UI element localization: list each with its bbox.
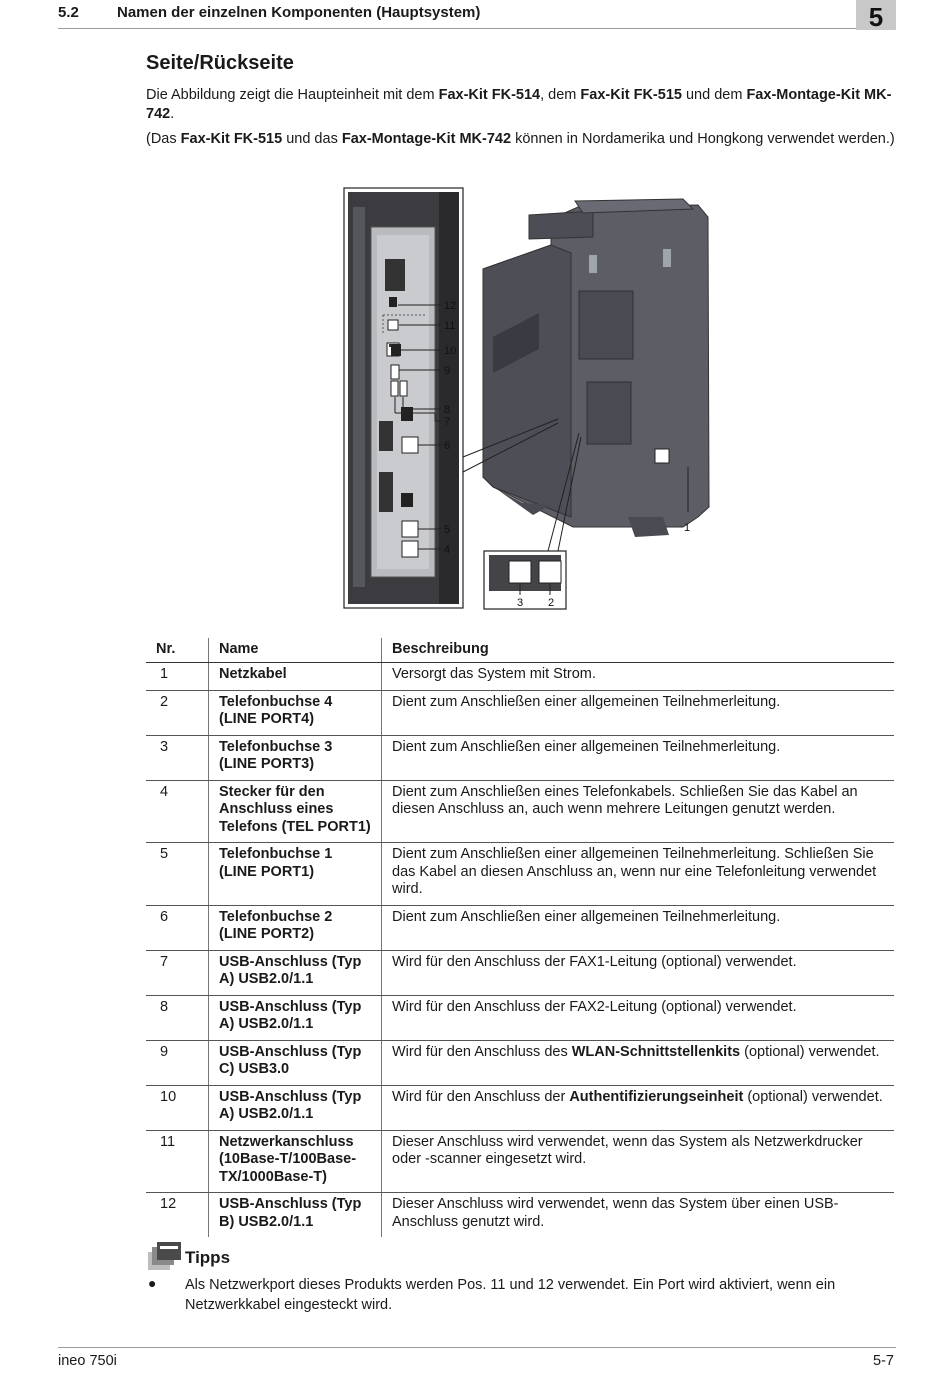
callout-label: 4	[444, 544, 451, 556]
callout-label: 7	[444, 416, 451, 428]
cell-description-run: Dieser Anschluss wird verwendet, wenn das System als Netzwerkdrucker oder -scanner eingesetzt wird.	[392, 1133, 863, 1167]
cell-description-run: (optional) verwendet.	[743, 1088, 883, 1105]
cell-name: Telefonbuchse 2 (LINE PORT2)	[209, 905, 382, 950]
footer-product-name: ineo 750i	[58, 1353, 117, 1369]
footer-page-number: 5-7	[873, 1353, 894, 1369]
cell-nr: 5	[146, 843, 209, 906]
callout-label: 3	[517, 597, 524, 609]
cell-description-run: Versorgt das System mit Strom.	[392, 666, 596, 682]
table-row	[146, 1193, 894, 1238]
table-row	[146, 690, 894, 735]
intro-paragraph-2	[146, 130, 896, 149]
chapter-number-tab: 5	[856, 0, 896, 30]
cell-name: USB-Anschluss (Typ C) USB3.0	[209, 1040, 382, 1085]
cell-description	[382, 995, 895, 1040]
cell-description-run: Authentifizierungseinheit	[569, 1088, 744, 1105]
cell-name: USB-Anschluss (Typ A) USB2.0/1.1	[209, 1085, 382, 1130]
cell-name: Netzkabel	[209, 663, 382, 691]
cell-nr: 9	[146, 1040, 209, 1085]
tips-title: Tipps	[185, 1248, 231, 1267]
component-table	[146, 638, 894, 1237]
cell-nr: 12	[160, 1196, 177, 1212]
intro-p1-run: Fax-Kit FK-514	[438, 87, 541, 103]
cell-description	[382, 950, 895, 995]
callout-label: 1	[684, 522, 691, 534]
cell-description-run: Dient zum Anschließen eines Telefonkabels. Schließen Sie das Kabel an diesen Anschluss an, auch wenn mehrere Leitungen genutzt werden.	[392, 783, 858, 817]
cell-description-run: Dient zum Anschließen einer allgemeinen Teilnehmerleitung.	[392, 738, 781, 755]
cell-description	[382, 690, 895, 735]
cell-description	[382, 1040, 895, 1085]
intro-p2-run: und das	[282, 131, 342, 147]
table-row	[146, 1130, 894, 1193]
cell-nr: 2	[146, 690, 209, 735]
section-title: Namen der einzelnen Komponenten (Hauptsystem)	[117, 4, 481, 21]
intro-p1-run: .	[170, 106, 175, 122]
column-header-name: Name	[209, 638, 382, 663]
cell-description	[382, 735, 895, 780]
callout-label: 11	[444, 320, 456, 332]
table-row	[146, 1085, 894, 1130]
footer-divider	[58, 1347, 896, 1348]
cell-description-run: Dient zum Anschließen einer allgemeinen Teilnehmerleitung.	[392, 908, 781, 925]
column-header-description: Beschreibung	[382, 638, 895, 663]
cell-description-run: Dient zum Anschließen einer allgemeinen Teilnehmerleitung. Schließen Sie das Kabel an diesen Anschluss an, wenn nur eine Telefonleitung verwendet wird.	[392, 846, 877, 897]
cell-description	[382, 843, 895, 906]
intro-p1-run: und dem	[681, 87, 747, 103]
cell-description	[382, 1085, 895, 1130]
section-number: 5.2	[58, 4, 79, 21]
callout-label: 9	[444, 365, 451, 377]
cell-nr: 8	[146, 995, 209, 1040]
cell-nr: 1	[146, 663, 209, 691]
cell-name: Stecker für den Anschluss eines Telefons (TEL PORT1)	[209, 780, 382, 843]
callout-label: 12	[444, 300, 457, 312]
tips-bullet: ●	[148, 1275, 157, 1291]
cell-nr: 3	[146, 735, 209, 780]
intro-p1-run: , dem	[540, 87, 581, 103]
cell-name: Telefonbuchse 4 (LINE PORT4)	[209, 690, 382, 735]
cell-nr: 7	[146, 950, 209, 995]
cell-description-run: WLAN-Schnittstellenkits	[571, 1043, 741, 1060]
callout-label: 5	[444, 524, 451, 536]
intro-p2-run: können in Nordamerika und Hongkong verwendet werden.)	[511, 131, 895, 147]
cell-description	[382, 1130, 895, 1193]
cell-name: Netzwerkanschluss (10Base-T/100Base-TX/1000Base-T)	[209, 1130, 382, 1193]
cell-nr: 11	[146, 1130, 209, 1193]
table-row	[146, 1040, 894, 1085]
cell-nr: 4	[146, 780, 209, 843]
intro-p1-run: Die Abbildung zeigt die Haupteinheit mit dem	[146, 87, 439, 103]
cell-name: Telefonbuchse 3 (LINE PORT3)	[209, 735, 382, 780]
table-row	[146, 843, 894, 906]
intro-p2-run: Fax-Montage-Kit MK-742	[341, 131, 512, 147]
intro-p1-run: Fax-Kit FK-515	[580, 87, 682, 103]
callout-label: 10	[444, 345, 457, 357]
callout-label: 8	[444, 404, 451, 416]
page-header	[58, 0, 896, 29]
table-row	[146, 905, 894, 950]
intro-p1-run: Fax-Montage-Kit MK-742	[146, 87, 892, 122]
cell-nr: 6	[146, 905, 209, 950]
cell-nr: 10	[146, 1085, 209, 1130]
table-header-row	[146, 638, 894, 663]
cell-description	[382, 1193, 895, 1238]
table-row	[146, 663, 894, 691]
cell-description	[382, 780, 895, 843]
cell-description-run: (optional) verwendet.	[740, 1043, 880, 1060]
cell-name: USB-Anschluss (Typ A) USB2.0/1.1	[209, 950, 382, 995]
cell-name: Telefonbuchse 1 (LINE PORT1)	[209, 843, 382, 906]
cell-description-run: Dieser Anschluss wird verwendet, wenn das System über einen USB-Anschluss genutzt wird.	[392, 1196, 839, 1230]
table-row	[146, 950, 894, 995]
column-header-nr: Nr.	[146, 638, 209, 663]
rear-side-illustration	[343, 187, 715, 612]
cell-name: USB-Anschluss (Typ A) USB2.0/1.1	[209, 995, 382, 1040]
intro-paragraph-1	[146, 86, 896, 124]
table-row	[146, 735, 894, 780]
tips-icon	[146, 1242, 182, 1272]
cell-description-run: Wird für den Anschluss der FAX1-Leitung (optional) verwendet.	[392, 953, 797, 970]
table-row	[146, 780, 894, 843]
tips-text: Als Netzwerkport dieses Produkts werden Pos. 11 und 12 verwendet. Ein Port wird aktiviert, wenn ein Netzwerkkabel eingesteckt wird.	[185, 1277, 836, 1313]
main-unit-body	[483, 199, 709, 537]
cell-description-run: Wird für den Anschluss der	[392, 1088, 570, 1105]
section-heading: Seite/Rückseite	[146, 52, 294, 74]
cell-description-run: Wird für den Anschluss des	[392, 1043, 572, 1060]
intro-p2-run: Fax-Kit FK-515	[180, 131, 283, 147]
cell-name: USB-Anschluss (Typ B) USB2.0/1.1	[209, 1193, 382, 1238]
table-row	[146, 995, 894, 1040]
callout-label: 2	[548, 597, 555, 609]
cell-description-run: Dient zum Anschließen einer allgemeinen Teilnehmerleitung.	[392, 693, 781, 710]
cell-description	[382, 663, 895, 691]
intro-p2-run: (Das	[146, 131, 181, 147]
callout-label: 6	[444, 440, 451, 452]
cell-description-run: Wird für den Anschluss der FAX2-Leitung (optional) verwendet.	[392, 998, 797, 1015]
cell-description	[382, 905, 895, 950]
